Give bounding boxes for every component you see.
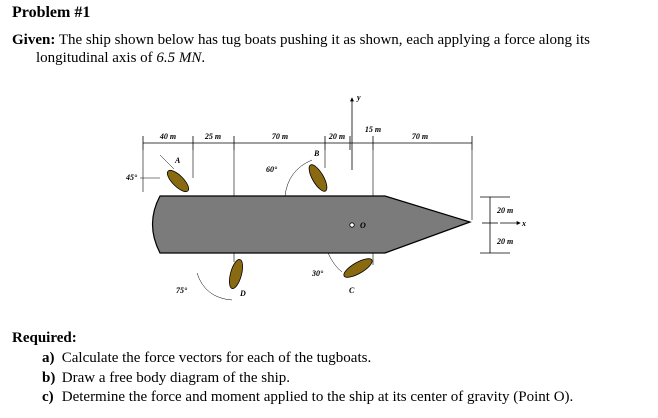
angle-d-label: 75°	[176, 286, 188, 295]
x-axis-label: x	[522, 219, 526, 228]
angle-a-label: 45°	[126, 173, 138, 182]
point-o-marker	[350, 223, 354, 227]
point-d-label: D	[240, 289, 246, 298]
y-axis-label: y	[357, 93, 361, 102]
angle-b-label: 60°	[266, 165, 278, 174]
required-marker-a: a)	[42, 350, 55, 366]
required-item-b	[42, 370, 290, 387]
dim-25m: 25 m	[204, 132, 222, 141]
problem-title: Problem #1	[12, 4, 91, 21]
tugboat-c	[328, 253, 375, 281]
ship-hull	[153, 196, 471, 253]
point-a-label: A	[175, 156, 181, 165]
required-text-a: Calculate the force vectors for each of the tugboats.	[61, 350, 372, 366]
dim-15m: 15 m	[364, 125, 382, 134]
required-text-b: Draw a free body diagram of the ship.	[61, 370, 291, 386]
given-label: Given:	[12, 32, 56, 48]
required-label: Required:	[12, 330, 77, 346]
dim-70m-right: 70 m	[411, 132, 429, 141]
tugboat-d	[197, 258, 245, 300]
given-force-value: 6.5 MN	[156, 50, 202, 66]
given-text-line2: longitudinal axis of	[36, 50, 157, 66]
required-item-c	[42, 389, 573, 406]
angle-c-label: 30°	[312, 269, 324, 278]
point-c-label: C	[349, 286, 355, 295]
given-text-line1: The ship shown below has tug boats pushing it as shown, each applying a force along its	[55, 32, 590, 48]
tugboat-b	[285, 160, 330, 196]
required-text-c: Determine the force and moment applied to the ship at its center of gravity (Point O).	[61, 389, 574, 405]
dim-40m: 40 m	[159, 132, 177, 141]
point-b-label: B	[314, 149, 320, 158]
required-marker-b: b)	[42, 370, 56, 386]
dim-20m-upper: 20 m	[497, 206, 514, 215]
dim-70m-left: 70 m	[271, 132, 289, 141]
given-text-line2-end: .	[201, 50, 206, 66]
required-item-a	[42, 350, 371, 367]
required-marker-c: c)	[42, 389, 54, 405]
point-o-label: O	[360, 221, 366, 230]
dim-20m: 20 m	[328, 132, 346, 141]
dim-20m-lower: 20 m	[497, 237, 514, 246]
